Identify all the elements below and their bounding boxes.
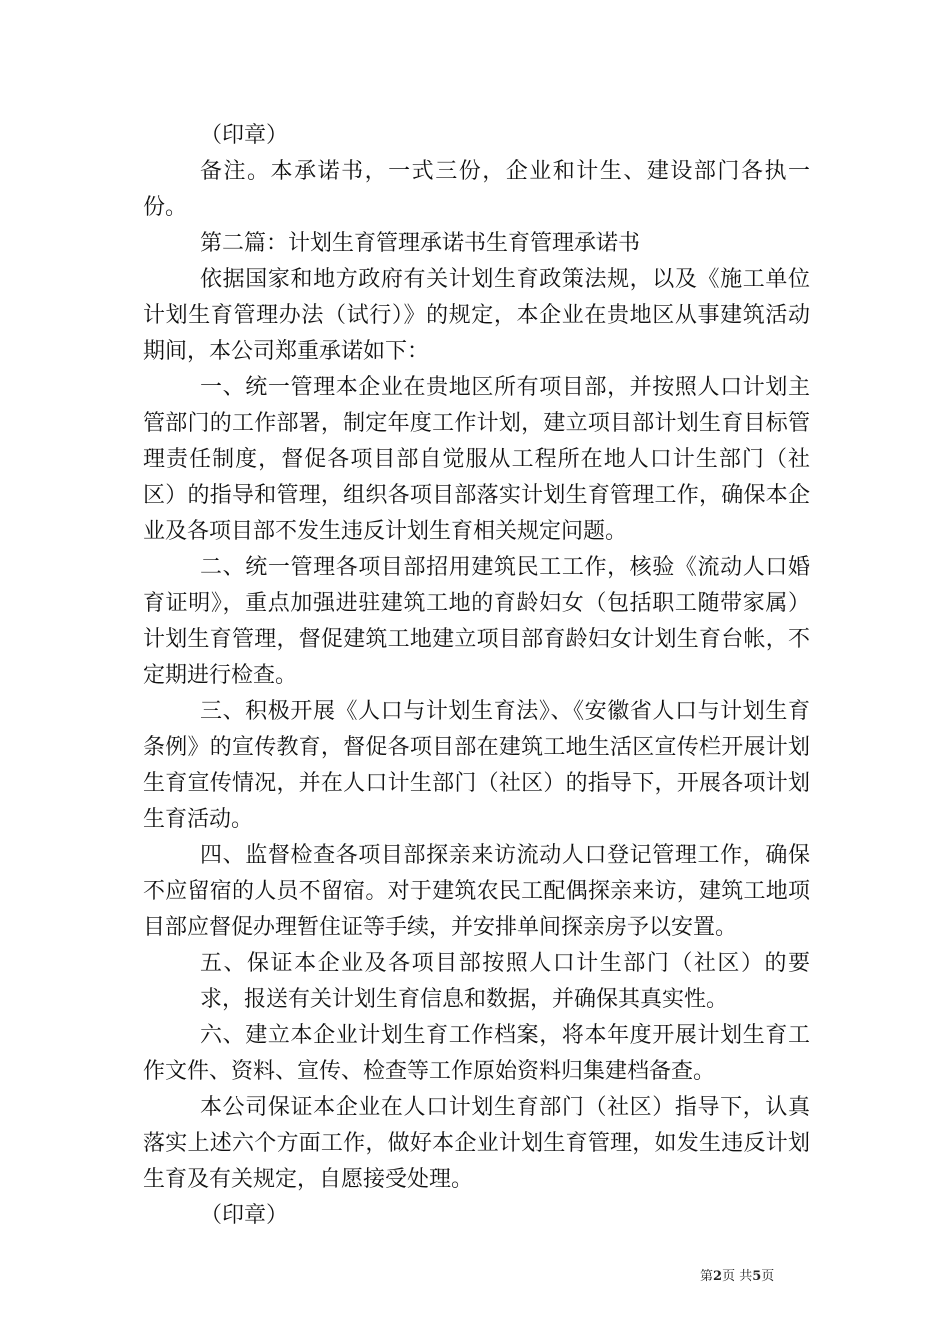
total-pages-number: 5 xyxy=(752,1269,762,1284)
commitment-item-5: 五、保证本企业及各项目部按照人口计生部门（社区）的要求，报送有关计划生育信息和数据，并确保其真实性。 xyxy=(200,951,810,1012)
section-title: 第二篇：计划生育管理承诺书生育管理承诺书 xyxy=(200,231,641,256)
intro-paragraph: 依据国家和地方政府有关计划生育政策法规，以及《施工单位计划生育管理办法（试行）》的规定，本企业在贵地区从事建筑活动期间，本公司郑重承诺如下： xyxy=(143,267,810,364)
document-body xyxy=(143,118,810,1234)
commitment-item-6: 六、建立本企业计划生育工作档案，将本年度开展计划生育工作文件、资料、宣传、检查等工作原始资料归集建档备查。 xyxy=(143,1023,810,1084)
commitment-item-4: 四、监督检查各项目部探亲来访流动人口登记管理工作，确保不应留宿的人员不留宿。对于建筑农民工配偶探亲来访，建筑工地项目部应督促办理暂住证等手续，并安排单间探亲房予以安置。 xyxy=(143,843,810,940)
footer-suffix: 页 xyxy=(761,1269,775,1284)
commitment-item-3: 三、积极开展《人口与计划生育法》、《安徽省人口与计划生育条例》的宣传教育，督促各项目部在建筑工地生活区宣传栏开展计划生育宣传情况，并在人口计生部门（社区）的指导下，开展各项计划生育活动。 xyxy=(143,699,810,832)
closing-paragraph: 本公司保证本企业在人口计划生育部门（社区）指导下，认真落实上述六个方面工作，做好本企业计划生育管理，如发生违反计划生育及有关规定，自愿接受处理。 xyxy=(143,1095,810,1192)
commitment-item-1: 一、统一管理本企业在贵地区所有项目部，并按照人口计划主管部门的工作部署，制定年度工作计划，建立项目部计划生育目标管理责任制度，督促各项目部自觉服从工程所在地人口计生部门（社区）的指导和管理，组织各项目部落实计划生育管理工作，确保本企业及各项目部不发生违反计划生育相关规定问题。 xyxy=(143,375,810,544)
commitment-item-2: 二、统一管理各项目部招用建筑民工工作，核验《流动人口婚育证明》，重点加强进驻建筑工地的育龄妇女（包括职工随带家属）计划生育管理，督促建筑工地建立项目部育龄妇女计划生育台帐，不定期进行检查。 xyxy=(143,555,810,688)
page-footer xyxy=(700,1268,774,1286)
remark-paragraph: 备注。本承诺书，一式三份，企业和计生、建设部门各执一份。 xyxy=(143,159,810,220)
footer-prefix: 第 xyxy=(700,1269,714,1284)
seal-label-bottom: （印章） xyxy=(200,1203,289,1228)
current-page-number: 2 xyxy=(713,1269,723,1284)
footer-middle: 页 共 xyxy=(722,1269,753,1284)
seal-label-top: （印章） xyxy=(200,123,289,148)
